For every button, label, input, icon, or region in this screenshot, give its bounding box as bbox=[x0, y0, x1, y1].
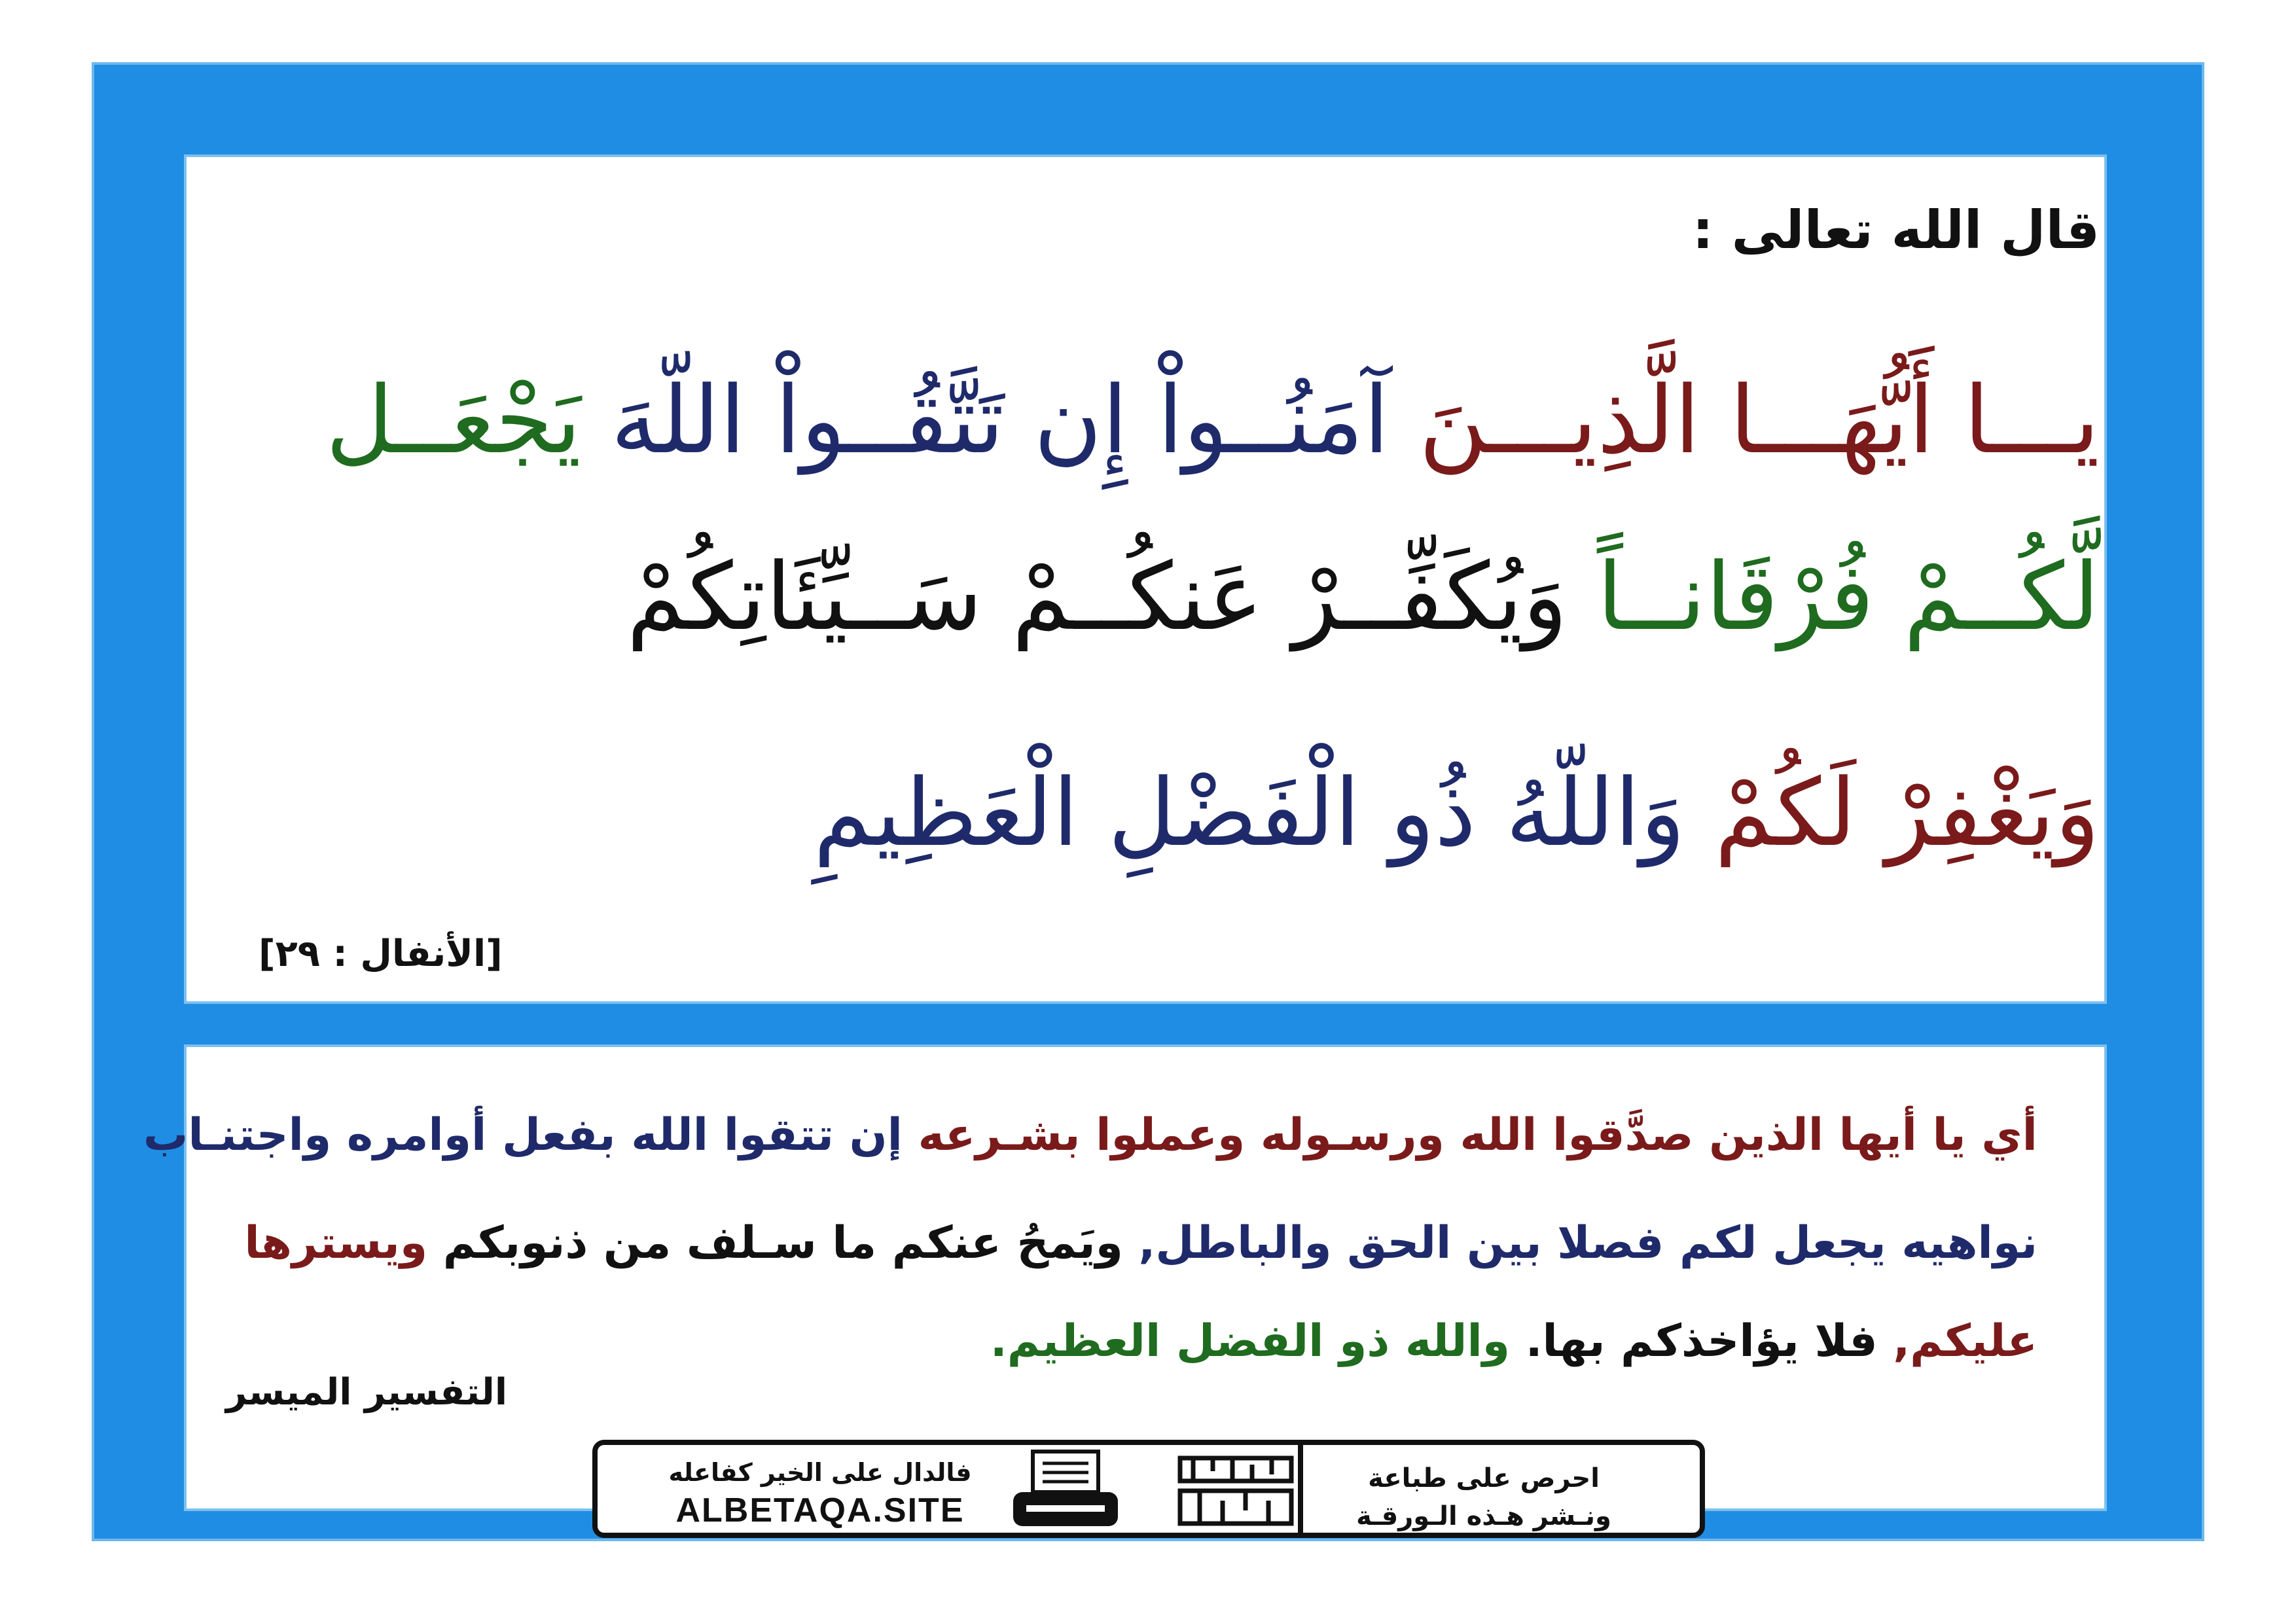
footer-motto: فالدال على الخير كفاعله bbox=[668, 1458, 972, 1487]
verse-line-2 bbox=[332, 543, 2100, 651]
footer-divider bbox=[1298, 1445, 1303, 1533]
tafsir-segment: والله ذو الفضل العظيم. bbox=[990, 1315, 1511, 1367]
verse-segment: آمَنُــواْ إِن تَتَّقُــواْ اللّهَ bbox=[581, 366, 1419, 474]
verse-segment: يـــا أَيُّهَـــا الَّذِيـــنَ bbox=[1418, 366, 2100, 474]
verse-segment: لَّكُــمْ فُرْقَانــاً bbox=[1567, 543, 2100, 651]
tafsir-segment: ويسترها bbox=[244, 1217, 428, 1269]
verse-segment: وَاللّهُ ذُو الْفَضْلِ الْعَظِيمِ bbox=[813, 759, 1685, 867]
footer-banner bbox=[592, 1440, 1705, 1538]
tafsir-segment: ويَمحُ عنكم ما سـلف من ذنوبكم bbox=[427, 1217, 1123, 1269]
footer-print-note bbox=[1307, 1459, 1660, 1535]
printer-icon bbox=[1000, 1445, 1131, 1533]
tafsir-segment: فلا يؤاخذكم بها. bbox=[1510, 1315, 1878, 1367]
tafsir-line-1 bbox=[143, 1109, 2037, 1161]
verse-segment: وَيُكَفِّــرْ عَنكُــمْ سَــيِّئَاتِكُمْ bbox=[626, 543, 1568, 651]
tafsir-line-2 bbox=[244, 1217, 2037, 1269]
verse-heading: قال الله تعالى : bbox=[1692, 200, 2100, 260]
tafsir-segment: أي يا أيها الذين صدَّقوا الله ورسـوله وعملوا بشـرعه bbox=[902, 1109, 2037, 1161]
site-link[interactable]: ALBETAQA.SITE bbox=[675, 1491, 965, 1529]
verse-segment: وَيَغْفِرْ لَكُمْ bbox=[1685, 759, 2100, 867]
tafsir-source: التفسير الميسر bbox=[226, 1371, 508, 1414]
verse-reference: [الأنفال : ٢٩] bbox=[259, 933, 503, 975]
tafsir-line-3 bbox=[257, 1315, 2037, 1367]
footer-note-line-1: احرص على طباعة bbox=[1368, 1463, 1600, 1493]
verse-segment: يَجْعَــل bbox=[325, 366, 582, 474]
footer-note-line-2: ونـشر هـذه الـورقـة bbox=[1356, 1501, 1611, 1531]
verse-line-3 bbox=[332, 759, 2100, 867]
tafsir-segment: إن تتقوا الله بفعل أوامره واجتنـاب bbox=[143, 1109, 903, 1161]
logo-text: الدعوة الورقة bbox=[1236, 1487, 1240, 1488]
verse-line-1 bbox=[325, 366, 2100, 474]
tafsir-segment: عليكم, bbox=[1877, 1315, 2037, 1367]
footer-site-block bbox=[650, 1458, 990, 1530]
tafsir-segment: نواهيه يجعل لكم فصلا بين الحق والباطل, bbox=[1122, 1217, 2037, 1269]
dawah-logo bbox=[1174, 1445, 1298, 1533]
